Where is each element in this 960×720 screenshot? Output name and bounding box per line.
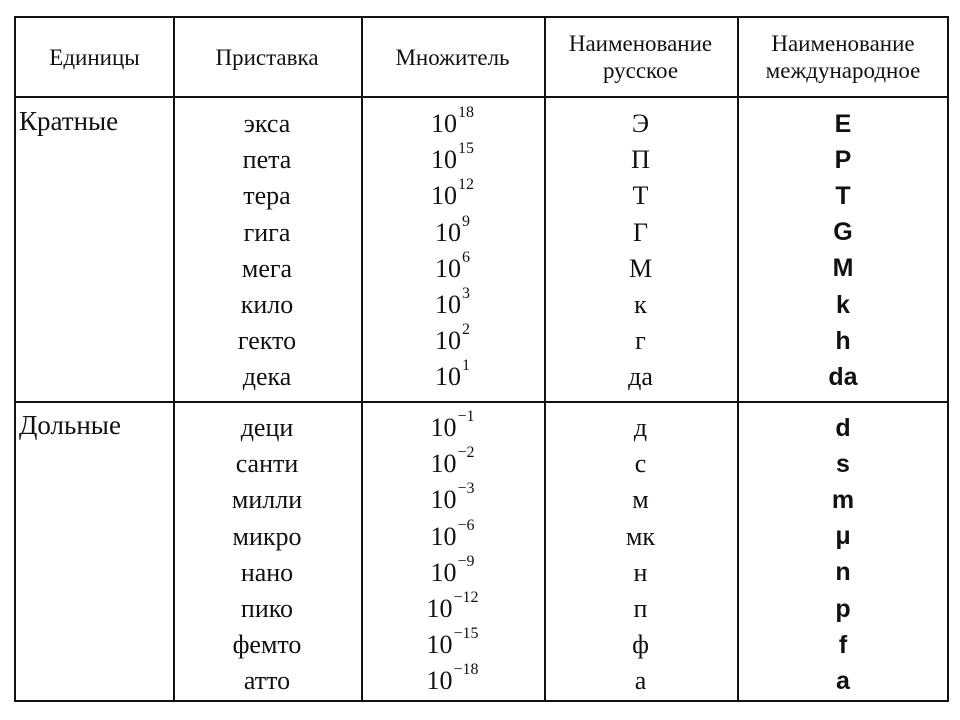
prefix-cell: пико [240,594,294,623]
header-divider [16,96,947,98]
multiplier-base: 10 [435,326,461,356]
multiplier-base: 10 [430,485,457,515]
multiplier-exponent: 18 [458,104,474,121]
multiplier-exponent: −3 [457,480,475,498]
multiplier-base: 10 [426,630,453,660]
prefix-cell: гекто [237,326,297,356]
symbol-international-cell: s [836,449,850,478]
multiplier-base: 10 [435,362,461,392]
multiplier-cell [361,663,544,699]
prefix-cell: санти [235,449,299,479]
multiplier-cell [361,142,544,178]
multiplier-exponent: 3 [462,285,470,302]
multiplier-cell [361,516,544,555]
symbol-russian-cell: д [633,413,648,442]
symbol-russian-cell: Э [631,109,650,138]
symbol-russian-cell: Г [632,217,649,247]
symbol-russian-cell: мк [625,521,656,551]
multiplier-exponent: −9 [457,552,475,570]
prefix-cell: мега [241,253,293,283]
symbol-russian-cell: к [634,290,647,319]
multiplier-base: 10 [431,145,457,175]
symbol-international-cell: T [835,181,851,210]
multiplier-cell [361,323,544,359]
multiplier-cell [361,106,544,142]
group-divider [16,401,947,403]
prefix-cell: атто [243,666,291,696]
multiplier-exponent: 15 [458,140,474,158]
multiplier-cell [361,178,544,214]
symbol-international-cell: G [833,218,853,247]
prefix-cell: гига [243,217,291,247]
multiplier-exponent: 9 [462,212,470,230]
multiplier-exponent: 1 [462,357,470,375]
prefix-cell: нано [240,557,294,587]
group-label-submultiples: Дольные [19,410,121,440]
symbol-russian-cell: с [634,449,647,479]
symbol-russian-cell: ф [632,630,649,660]
multiplier-base: 10 [430,557,457,587]
multiplier-cell [361,287,544,323]
header-units: Единицы [49,44,140,70]
prefix-cell: микро [232,521,302,551]
multiplier-exponent: −2 [457,444,475,462]
symbol-russian-cell: м [632,485,649,515]
multiplier-exponent: 6 [462,248,470,266]
symbol-international-cell: E [834,109,852,138]
symbol-russian-cell: да [628,362,653,392]
header-multiplier: Множитель [395,44,510,70]
symbol-international-cell: p [835,594,851,623]
multiplier-base: 10 [430,413,457,442]
header-name-russian: Наименование русское [568,31,713,83]
symbol-international-cell: P [834,145,852,174]
multiplier-exponent: 12 [458,176,474,194]
prefix-cell: кило [240,290,294,319]
prefix-cell: экса [243,109,291,138]
prefix-cell: тера [243,181,291,211]
multiplier-cell [361,359,544,395]
multiplier-cell [361,552,544,591]
multiplier-base: 10 [431,181,457,211]
symbol-international-cell: h [835,326,851,355]
multiplier-cell [361,212,544,251]
prefix-cell: дека [242,362,292,392]
symbol-international-cell: n [835,558,851,587]
multiplier-base: 10 [435,217,461,247]
multiplier-exponent: −15 [453,625,479,643]
group-label-multiples: Кратные [19,106,119,136]
prefix-cell: пета [242,145,292,175]
symbol-international-cell: k [836,290,850,319]
symbol-russian-cell: М [628,253,653,283]
symbol-russian-cell: а [634,666,647,696]
symbol-international-cell: da [828,362,858,391]
multiplier-exponent: −1 [457,408,475,425]
prefix-table [14,16,949,702]
symbol-russian-cell: г [635,326,646,356]
symbol-international-cell: d [835,413,851,442]
multiplier-exponent: −6 [457,516,475,534]
prefix-cell: фемто [232,630,302,660]
multiplier-base: 10 [435,253,461,283]
symbol-russian-cell: П [631,145,650,175]
symbol-international-cell: a [836,666,850,695]
multiplier-exponent: −12 [453,589,479,606]
multiplier-cell [361,591,544,627]
symbol-russian-cell: Т [632,181,649,211]
prefix-cell: деци [240,413,294,442]
symbol-russian-cell: н [633,557,648,587]
multiplier-base: 10 [430,521,457,551]
symbol-international-cell: M [832,254,854,283]
multiplier-exponent: 2 [462,321,470,339]
multiplier-base: 10 [430,449,457,479]
symbol-international-cell: m [831,485,855,514]
multiplier-cell [361,248,544,287]
multiplier-base: 10 [435,290,461,319]
symbol-international-cell: f [838,630,848,659]
multiplier-cell [361,410,544,446]
multiplier-cell [361,482,544,518]
header-prefix: Приставка [215,44,319,70]
multiplier-base: 10 [431,109,457,138]
multiplier-cell [361,446,544,482]
multiplier-exponent: −18 [453,661,479,679]
multiplier-cell [361,627,544,663]
symbol-international-cell: μ [835,522,851,551]
multiplier-base: 10 [426,594,453,623]
multiplier-base: 10 [426,666,453,696]
prefix-cell: милли [231,485,303,515]
header-name-international: Наименование международное [765,31,921,83]
symbol-russian-cell: п [633,594,648,623]
